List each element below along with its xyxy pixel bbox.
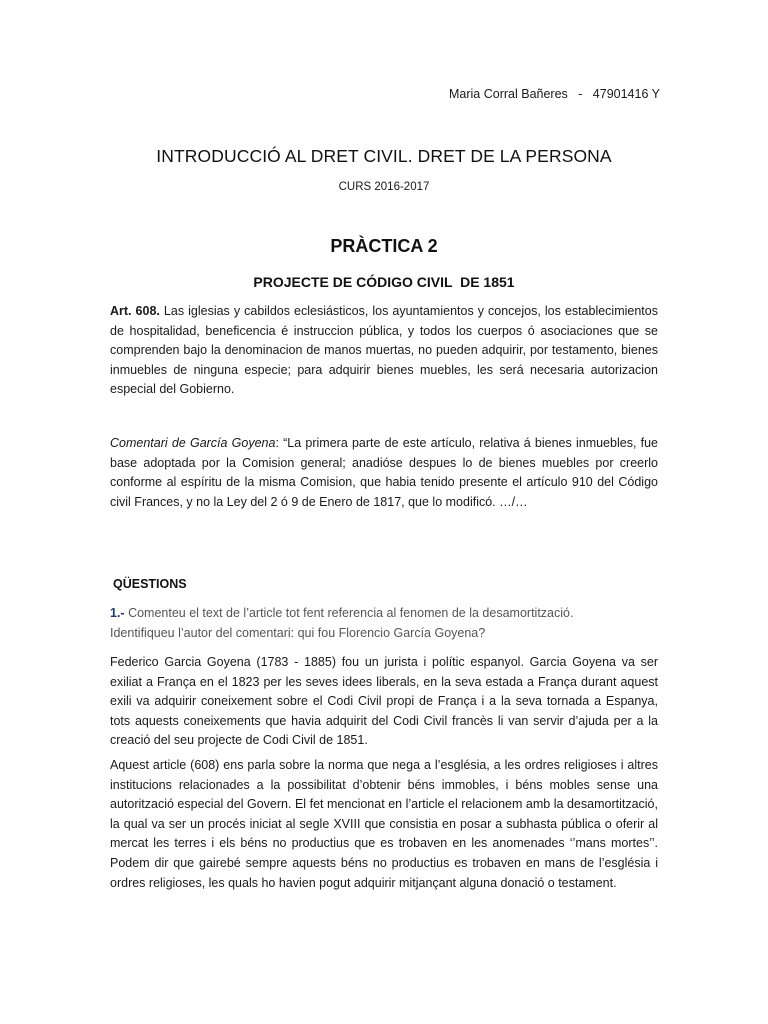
article-label: Art. 608. bbox=[110, 304, 160, 318]
document-title: INTRODUCCIÓ AL DRET CIVIL. DRET DE LA PERSONA bbox=[156, 146, 612, 166]
project-title: PROJECTE DE CÓDIGO CIVIL DE 1851 bbox=[253, 274, 515, 290]
article-text: Las iglesias y cabildos eclesiásticos, los ayuntamientos y concejos, los establecimientos de hospitalidad, beneficencia é instruccion pública, y todos los cuerpos ó asociaciones que se comprenden bajo la denominacion de manos muertas, no pueden adquirir, por testamento, bienes inmuebles de ninguna especie; para adquirir bienes muebles, les será necesaria autorizacion especial del Gobierno. bbox=[110, 304, 658, 397]
question-text-line-2: Identifiqueu l’autor del comentari: qui fou Florencio García Goyena? bbox=[110, 625, 486, 640]
questions-heading: QÜESTIONS bbox=[113, 577, 187, 591]
question-text-line-1: Comenteu el text de l’article tot fent referencia al fenomen de la desamortització. bbox=[124, 606, 574, 620]
article-paragraph bbox=[110, 302, 658, 400]
commentary-label: Comentari de García Goyena bbox=[110, 436, 276, 450]
author-line: Maria Corral Bañeres - 47901416 Y bbox=[449, 87, 660, 101]
commentary-paragraph bbox=[110, 434, 658, 512]
question-number: 1.- bbox=[110, 606, 125, 620]
practice-heading: PRÀCTICA 2 bbox=[330, 236, 438, 256]
answer-paragraph-2: Aquest article (608) ens parla sobre la norma que nega a l’església, a les ordres religioses i altres institucions relacionades a la possibilitat d’obtenir béns immobles, i béns mobles sense una autorització especial del Govern. El fet mencionat en l’article el relacionem amb la desamortització, la qual va ser un procés iniciat al segle XVIII que consistia en posar a subhasta pública o oferir al mercat les terres i els béns no productius que es trobaven en les anomenades ‘’mans mortes’’. Podem dir que gairebé sempre aquests béns no productius es trobaven en mans de l’església i ordres religioses, les quals ho havien pogut adquirir mitjançant alguna donació o testament. bbox=[110, 758, 658, 890]
commentary-text: : “La primera parte de este artículo, relativa á bienes inmuebles, fue base adoptada por la Comision general; anadióse despues lo de bienes muebles por creerlo conforme al espíritu de la misma Comision, que habia tenido presente el artículo 910 del Código civil Frances, y no la Ley del 2 ó 9 de Enero de 1817, que lo modificó. …/… bbox=[110, 436, 658, 509]
course-year: CURS 2016-2017 bbox=[338, 181, 430, 193]
answer-paragraph-1: Federico Garcia Goyena (1783 - 1885) fou un jurista i polític espanyol. Garcia Goyena va ser exiliat a França en el 1823 per les seves idees liberals, en la seva estada a França durant aquest exili va adquirir coneixement sobre el Codi Civil propi de França i a la seva tornada a Espanya, tots aquests coneixements que havia adquirit del Codi Civil francès li van servir d’ajuda per a la creació del seu projecte de Codi Civil de 1851. bbox=[110, 655, 658, 748]
question-1 bbox=[110, 604, 658, 643]
